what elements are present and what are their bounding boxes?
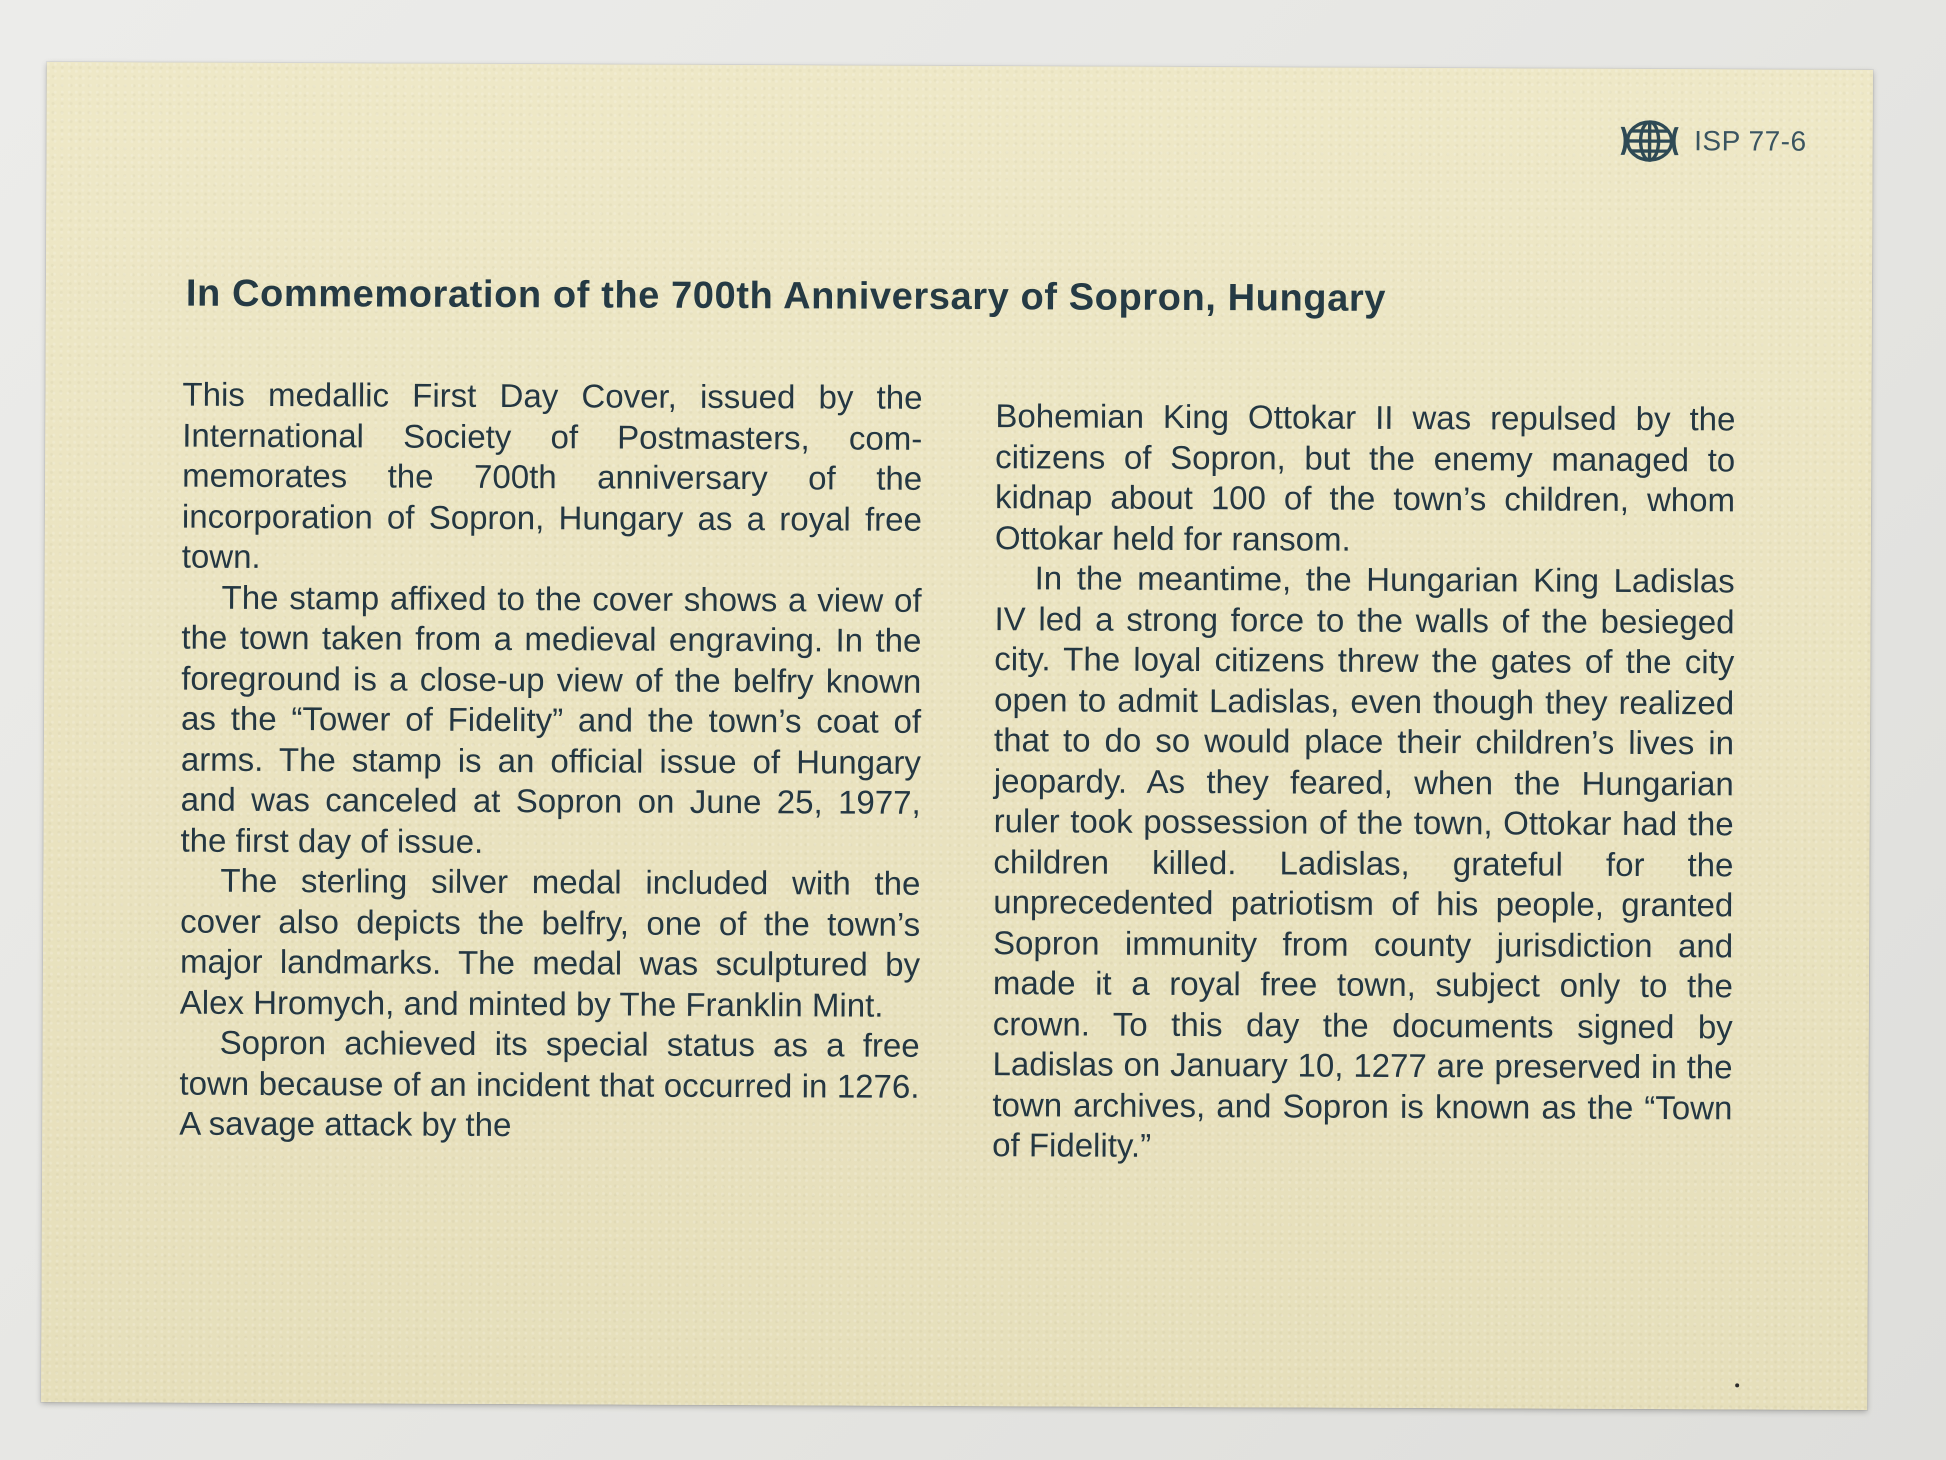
paragraph: This medallic First Day Cover, issued by the International Society of Postmasters, commemorates the 700th anniversary of the incorporation of Sopron, Hungary as a royal free town. (181, 375, 923, 575)
paragraph: Sopron achieved its special status as a free town because of an incident that occurred in 1276. A savage attack by the (179, 1023, 920, 1144)
left-text-column (179, 375, 922, 1148)
isp-code: ISP 77-6 (1694, 125, 1807, 157)
right-text-column (992, 396, 1735, 1169)
isp-mark (1616, 119, 1807, 164)
globe-icon (1616, 119, 1682, 163)
paragraph: The stamp affixed to the cover shows a view of the town taken from a medieval engraving. In the foreground is a close-up view of the belfry known as the “Tower of Fidelity” and the town’s coat of arms. The stamp is an official issue of Hungary and was canceled at Sopron on June 25, 1977, the first day of issue. (180, 578, 922, 860)
card-title: In Commemoration of the 700th Anniversary of Sopron, Hungary (185, 272, 1387, 320)
paragraph: The sterling silver medal included with the cover also depicts the belfry, one of the town’s major landmarks. The medal was sculptured by Alex Hromych, and minted by The Franklin Mint. (179, 861, 921, 1024)
ink-speck (1735, 1383, 1739, 1387)
paragraph: In the meantime, the Hungarian King Ladislas IV led a strong force to the walls of the besieged city. The loyal citizens threw the gates of the city open to admit Ladislas, even though they realized that to do so would place their children’s lives in jeopardy. As they feared, when the Hungarian ruler took possession of the town, Ottokar had the children killed. Ladislas, grateful for the unprecedented patriotism of his people, granted Sopron immunity from county jurisdiction and made it a royal free town, subject only to the crown. To this day the documents signed by Ladislas on January 10, 1277 are preserved in the town archives, and Sopron is known as the “Town of Fidelity.” (992, 559, 1735, 1164)
paragraph: Bohemian King Ottokar II was repulsed by the citizens of Sopron, but the enemy managed to kidnap about 100 of the town’s children, whom Ottokar held for ransom. (994, 397, 1736, 558)
commemorative-card (41, 62, 1873, 1410)
